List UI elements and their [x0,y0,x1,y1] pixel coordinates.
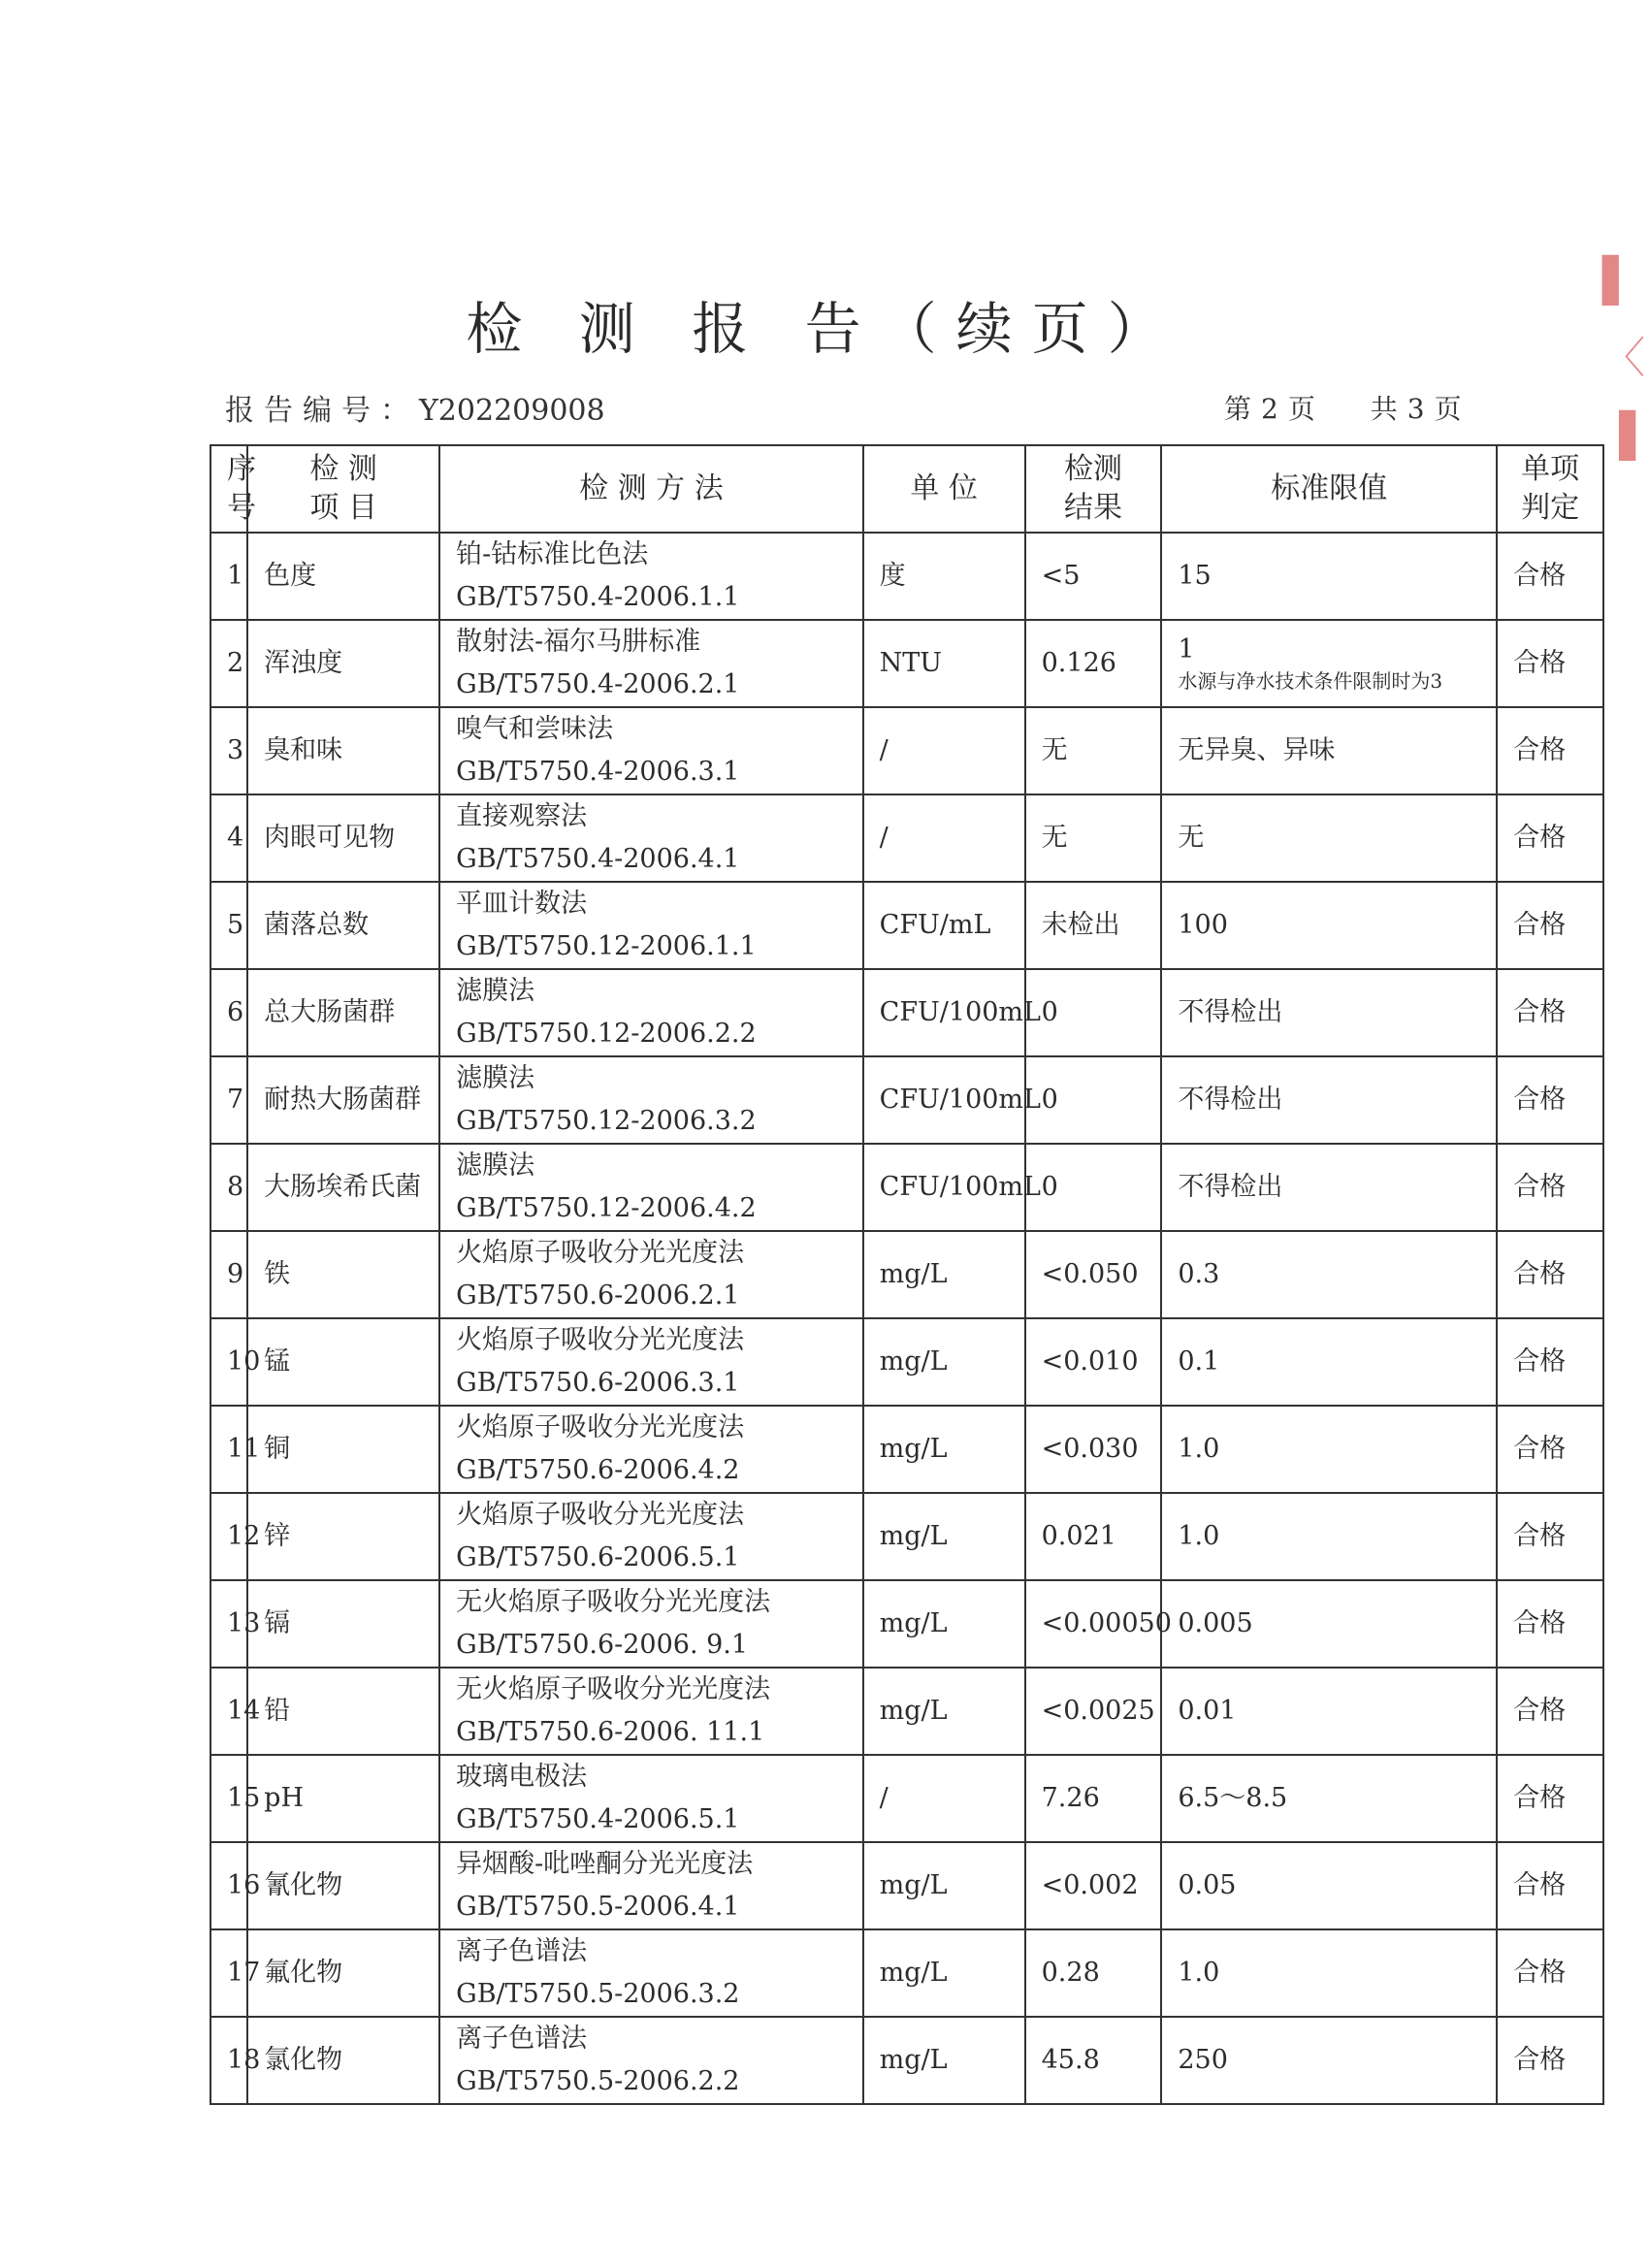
cell-limit [1161,1929,1497,2017]
table-row [210,1231,1603,1318]
table-row [210,1929,1603,2017]
cell-limit [1161,1668,1497,1755]
page-total: 3 [1406,393,1425,425]
header-judge: 单项 判定 [1497,445,1603,533]
cell-limit [1161,794,1497,882]
cell-judge: 合格 [1497,1231,1603,1318]
cell-judge: 合格 [1497,969,1603,1056]
header-unit: 单 位 [863,445,1025,533]
cell-no: 11 [210,1406,247,1493]
cell-judge: 合格 [1497,1580,1603,1668]
cell-item: 臭和味 [247,707,439,794]
page-indicator [1224,388,1471,427]
limit-value: 0.1 [1178,1346,1220,1377]
cell-result: 0.28 [1025,1929,1162,2017]
method-standard: GB/T5750.6-2006.5.1 [456,1542,740,1572]
cell-item: 肉眼可见物 [247,794,439,882]
cell-item: 氯化物 [247,2017,439,2104]
method-standard: GB/T5750.4-2006.2.1 [456,669,740,699]
seal-stamp-fragment: ▌ 〈 ▐ [1602,256,1645,461]
limit-value: 0.05 [1178,1870,1237,1900]
cell-judge: 合格 [1497,1406,1603,1493]
method-standard: GB/T5750.6-2006. 9.1 [456,1630,749,1660]
cell-limit [1161,969,1497,1056]
cell-limit [1161,1580,1497,1668]
cell-limit [1161,1755,1497,1842]
cell-method [439,1144,863,1231]
method-name: 滤膜法 [456,1063,535,1093]
cell-unit: mg/L [863,1231,1025,1318]
page-current: 2 [1261,393,1278,425]
cell-judge: 合格 [1497,2017,1603,2104]
cell-unit: / [863,707,1025,794]
cell-limit [1161,1493,1497,1580]
cell-judge: 合格 [1497,707,1603,794]
cell-method [439,533,863,620]
cell-no: 1 [210,533,247,620]
cell-item: 大肠埃希氏菌 [247,1144,439,1231]
limit-value: 无 [1178,823,1205,853]
cell-limit [1161,1406,1497,1493]
header-no: 序 号 [210,445,247,533]
cell-method [439,1755,863,1842]
method-standard: GB/T5750.6-2006.3.1 [456,1368,740,1398]
cell-method [439,1406,863,1493]
cell-limit [1161,1144,1497,1231]
cell-unit: / [863,794,1025,882]
cell-judge: 合格 [1497,1056,1603,1144]
cell-limit [1161,707,1497,794]
limit-value: 1 [1178,634,1195,664]
cell-result: <5 [1025,533,1162,620]
cell-method [439,1318,863,1406]
cell-unit: mg/L [863,1580,1025,1668]
cell-no: 10 [210,1318,247,1406]
page-prefix: 第 [1224,393,1252,425]
method-standard: GB/T5750.6-2006.2.1 [456,1280,740,1311]
cell-no: 15 [210,1755,247,1842]
method-name: 嗅气和尝味法 [456,714,614,744]
cell-no: 5 [210,882,247,969]
cell-judge: 合格 [1497,1755,1603,1842]
table-row [210,1842,1603,1929]
table-row [210,1493,1603,1580]
cell-unit: mg/L [863,1842,1025,1929]
cell-item: 锌 [247,1493,439,1580]
table-row [210,1668,1603,1755]
cell-no: 4 [210,794,247,882]
cell-no: 3 [210,707,247,794]
cell-item: 铜 [247,1406,439,1493]
total-unit: 页 [1434,393,1462,425]
cell-no: 6 [210,969,247,1056]
cell-unit: / [863,1755,1025,1842]
cell-result: 0 [1025,1144,1162,1231]
header-limit: 标准限值 [1161,445,1497,533]
total-prefix: 共 [1370,393,1398,425]
table-row [210,533,1603,620]
cell-limit [1161,1231,1497,1318]
cell-no: 17 [210,1929,247,2017]
cell-result: 0 [1025,969,1162,1056]
method-name: 滤膜法 [456,976,535,1006]
method-standard: GB/T5750.4-2006.1.1 [456,582,740,612]
method-standard: GB/T5750.5-2006.4.1 [456,1892,740,1922]
cell-method [439,1056,863,1144]
cell-no: 8 [210,1144,247,1231]
method-standard: GB/T5750.5-2006.3.2 [456,1979,740,2009]
method-name: 玻璃电极法 [456,1762,588,1792]
header-item: 检 测 项 目 [247,445,439,533]
table-row [210,1056,1603,1144]
cell-method [439,707,863,794]
method-name: 离子色谱法 [456,1936,588,1966]
limit-value: 不得检出 [1178,1085,1283,1115]
cell-item: 氟化物 [247,1929,439,2017]
cell-method [439,620,863,707]
cell-item: 耐热大肠菌群 [247,1056,439,1144]
limit-value: 不得检出 [1178,997,1283,1027]
cell-no: 7 [210,1056,247,1144]
cell-judge: 合格 [1497,1929,1603,2017]
cell-item: 菌落总数 [247,882,439,969]
cell-result: 45.8 [1025,2017,1162,2104]
cell-method [439,1493,863,1580]
cell-judge: 合格 [1497,1668,1603,1755]
cell-limit [1161,533,1497,620]
cell-method [439,1580,863,1668]
cell-judge: 合格 [1497,1493,1603,1580]
cell-no: 13 [210,1580,247,1668]
limit-value: 不得检出 [1178,1172,1283,1202]
method-standard: GB/T5750.12-2006.1.1 [456,931,757,961]
report-number-label: 报告编号： [225,394,419,428]
cell-item: 氰化物 [247,1842,439,1929]
cell-no: 2 [210,620,247,707]
cell-unit: CFU/mL [863,882,1025,969]
cell-unit: CFU/100mL [863,1144,1025,1231]
cell-method [439,1668,863,1755]
page-title: 检 测 报 告（续页） [466,296,1183,362]
table-header-row [210,445,1603,533]
page-unit: 页 [1287,393,1315,425]
cell-unit: CFU/100mL [863,1056,1025,1144]
cell-method [439,2017,863,2104]
table-row [210,620,1603,707]
method-name: 平皿计数法 [456,889,588,919]
cell-result: 7.26 [1025,1755,1162,1842]
cell-method [439,969,863,1056]
cell-limit [1161,1842,1497,1929]
table-row [210,969,1603,1056]
cell-method [439,1842,863,1929]
cell-item: 色度 [247,533,439,620]
cell-unit: mg/L [863,2017,1025,2104]
cell-limit [1161,620,1497,707]
cell-no: 14 [210,1668,247,1755]
method-name: 火焰原子吸收分光光度法 [456,1412,745,1442]
cell-unit: mg/L [863,1493,1025,1580]
cell-item: 铅 [247,1668,439,1755]
method-name: 离子色谱法 [456,2024,588,2054]
cell-limit [1161,1056,1497,1144]
limit-value: 无异臭、异味 [1178,735,1336,765]
cell-judge: 合格 [1497,1318,1603,1406]
method-name: 火焰原子吸收分光光度法 [456,1325,745,1355]
cell-result: <0.050 [1025,1231,1162,1318]
table-row [210,794,1603,882]
cell-item: 铁 [247,1231,439,1318]
method-name: 无火焰原子吸收分光光度法 [456,1674,771,1704]
method-standard: GB/T5750.6-2006.4.2 [456,1455,740,1485]
limit-value: 1.0 [1178,1434,1220,1464]
method-standard: GB/T5750.5-2006.2.2 [456,2066,740,2096]
limit-value: 15 [1178,561,1212,591]
limit-value: 100 [1178,910,1228,940]
method-name: 滤膜法 [456,1150,535,1181]
cell-judge: 合格 [1497,620,1603,707]
cell-no: 18 [210,2017,247,2104]
table-row [210,1580,1603,1668]
cell-item: 浑浊度 [247,620,439,707]
cell-result: <0.002 [1025,1842,1162,1929]
cell-method [439,1231,863,1318]
cell-judge: 合格 [1497,882,1603,969]
limit-value: 1.0 [1178,1958,1220,1988]
cell-result: 无 [1025,794,1162,882]
table-row [210,882,1603,969]
cell-method [439,1929,863,2017]
method-standard: GB/T5750.12-2006.3.2 [456,1106,757,1136]
cell-result: <0.0025 [1025,1668,1162,1755]
cell-result: <0.030 [1025,1406,1162,1493]
header-method: 检 测 方 法 [439,445,863,533]
cell-method [439,794,863,882]
method-name: 散射法-福尔马肼标准 [456,627,701,657]
table-row [210,707,1603,794]
method-name: 火焰原子吸收分光光度法 [456,1500,745,1530]
table-row [210,2017,1603,2104]
method-name: 无火焰原子吸收分光光度法 [456,1587,771,1617]
cell-no: 16 [210,1842,247,1929]
method-standard: GB/T5750.12-2006.4.2 [456,1193,757,1223]
test-results-table [210,444,1604,2105]
method-name: 直接观察法 [456,801,588,831]
limit-note: 水源与净水技术条件限制时为3 [1178,669,1443,693]
cell-unit: CFU/100mL [863,969,1025,1056]
cell-no: 12 [210,1493,247,1580]
limit-value: 0.3 [1178,1259,1220,1289]
cell-unit: mg/L [863,1406,1025,1493]
method-standard: GB/T5750.4-2006.5.1 [456,1804,740,1834]
cell-unit: mg/L [863,1929,1025,2017]
cell-result: <0.010 [1025,1318,1162,1406]
cell-item: pH [247,1755,439,1842]
method-standard: GB/T5750.4-2006.4.1 [456,844,740,874]
method-name: 异烟酸-吡唑酮分光光度法 [456,1849,754,1879]
report-number-value: Y202209008 [419,394,605,428]
cell-item: 锰 [247,1318,439,1406]
cell-result: 0.126 [1025,620,1162,707]
report-number [225,386,605,429]
limit-value: 250 [1178,2045,1228,2075]
cell-result: 无 [1025,707,1162,794]
method-name: 火焰原子吸收分光光度法 [456,1238,745,1268]
cell-unit: 度 [863,533,1025,620]
cell-judge: 合格 [1497,794,1603,882]
cell-result: <0.00050 [1025,1580,1162,1668]
limit-value: 6.5～8.5 [1178,1783,1288,1813]
cell-no: 9 [210,1231,247,1318]
cell-result: 0 [1025,1056,1162,1144]
table-row [210,1755,1603,1842]
cell-limit [1161,2017,1497,2104]
method-standard: GB/T5750.4-2006.3.1 [456,757,740,787]
method-name: 铂-钴标准比色法 [456,539,649,569]
cell-unit: mg/L [863,1318,1025,1406]
method-standard: GB/T5750.6-2006. 11.1 [456,1717,765,1747]
cell-item: 镉 [247,1580,439,1668]
table-row [210,1406,1603,1493]
cell-judge: 合格 [1497,1144,1603,1231]
table-row [210,1318,1603,1406]
method-standard: GB/T5750.12-2006.2.2 [456,1019,757,1049]
header-result: 检测 结果 [1025,445,1162,533]
cell-result: 未检出 [1025,882,1162,969]
limit-value: 1.0 [1178,1521,1220,1551]
cell-judge: 合格 [1497,1842,1603,1929]
cell-unit: mg/L [863,1668,1025,1755]
cell-limit [1161,1318,1497,1406]
limit-value: 0.01 [1178,1696,1237,1726]
cell-result: 0.021 [1025,1493,1162,1580]
limit-value: 0.005 [1178,1608,1253,1638]
cell-limit [1161,882,1497,969]
cell-judge: 合格 [1497,533,1603,620]
cell-item: 总大肠菌群 [247,969,439,1056]
cell-method [439,882,863,969]
cell-unit: NTU [863,620,1025,707]
table-row [210,1144,1603,1231]
